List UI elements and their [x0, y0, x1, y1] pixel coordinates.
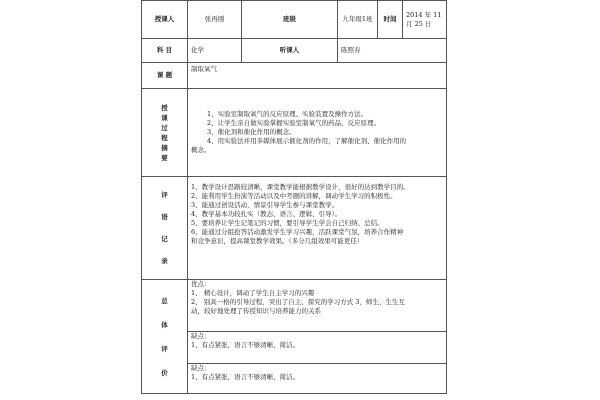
time-value: 2014 年 11 月 25 日: [403, 1, 447, 39]
faults-content-1: [188, 332, 447, 364]
topic-row: [142, 63, 447, 89]
comments-content: [188, 177, 447, 280]
listener-value: 陈照春: [338, 39, 447, 63]
topic-label: 课 题: [142, 63, 188, 89]
teacher-label: 授课人: [142, 1, 188, 39]
merits-content: [188, 280, 447, 332]
faults-title: 缺点：: [191, 332, 211, 340]
evaluation-table: [141, 0, 447, 394]
comment-line: 3、能通过创设活动，情景引导学生参与课堂教学。: [191, 201, 339, 209]
merit-line: 1、 精心设计，调动了学生自主学习的兴趣: [191, 289, 315, 297]
teacher-value: 张再刚: [188, 1, 242, 39]
comment-line: 5、要培养让学生记笔记的习惯，要引导学生学会自己归纳、总结。: [191, 219, 384, 227]
lesson-evaluation-form: [141, 0, 446, 400]
comment-line: 1、教学设计思路较清晰，课堂教学能根据教学设计，很好的达到教学目的。: [191, 183, 410, 191]
summary-content: [188, 89, 447, 177]
class-label: 班级: [242, 1, 338, 39]
faults-row-2: [142, 364, 447, 394]
time-label: 时间: [378, 1, 403, 39]
class-value: 九年级1班: [338, 1, 378, 39]
comment-line: 和竞争意识，提高课堂教学效果。（多分几组效果可能更佳）: [191, 237, 364, 245]
comment-line: 4、教学基本功较扎实（教态、语言、逻辑、引导）。: [191, 210, 342, 218]
summary-line: 3、催化剂和催化作用的概念。: [207, 128, 296, 136]
summary-line: 概念。: [191, 146, 211, 154]
subject-row: [142, 39, 447, 63]
header-row: [142, 1, 447, 39]
fault-line: 1、有点紧张，语言不够清晰、简洁。: [191, 341, 300, 349]
summary-line: 2、让学生亲自做实验掌握实验室制氧气的药品、反应原理。: [207, 119, 381, 127]
merit-line: 2、 别具一格的引导过程，突出了自主、探究的学习方式 3、师生、生生互: [191, 298, 405, 306]
comment-line: 6、能通过分组抢答活动激发学生学习兴趣，活跃课堂气氛，培养合作精神: [191, 228, 404, 236]
comments-label: 评 语 记 录: [142, 177, 188, 280]
subject-value: 化学: [188, 39, 242, 63]
merits-title: 优点：: [191, 280, 211, 288]
comment-line: 2、能利用学生扮演等活动以及中考题的讲解，调动学生学习的积极性。: [191, 192, 397, 200]
subject-label: 科 目: [142, 39, 188, 63]
summary-label: 授 课 过 程 摘 要: [142, 89, 188, 177]
listener-label: 听课人: [242, 39, 338, 63]
summary-line: 4、用实验法并用多媒体展示催化剂的作用，了解催化剂、催化作用的: [207, 137, 407, 145]
summary-line: 1、实验室制取氧气的反应原理、实验装置及操作方法。: [207, 110, 368, 118]
overall-label: 总 体 评 价: [142, 280, 188, 394]
merits-row: [142, 280, 447, 332]
faults-content-2: [188, 364, 447, 394]
merit-line: 动，较好地处理了传授知识与培养能力的关系: [191, 307, 321, 315]
faults-row-1: [142, 332, 447, 364]
faults-title: 缺点：: [191, 364, 211, 372]
summary-row: [142, 89, 447, 177]
fault-line: 1、有点紧张，语言不够清晰、简洁。: [191, 373, 300, 381]
topic-value: 制取氧气: [188, 63, 447, 89]
comments-row: [142, 177, 447, 280]
